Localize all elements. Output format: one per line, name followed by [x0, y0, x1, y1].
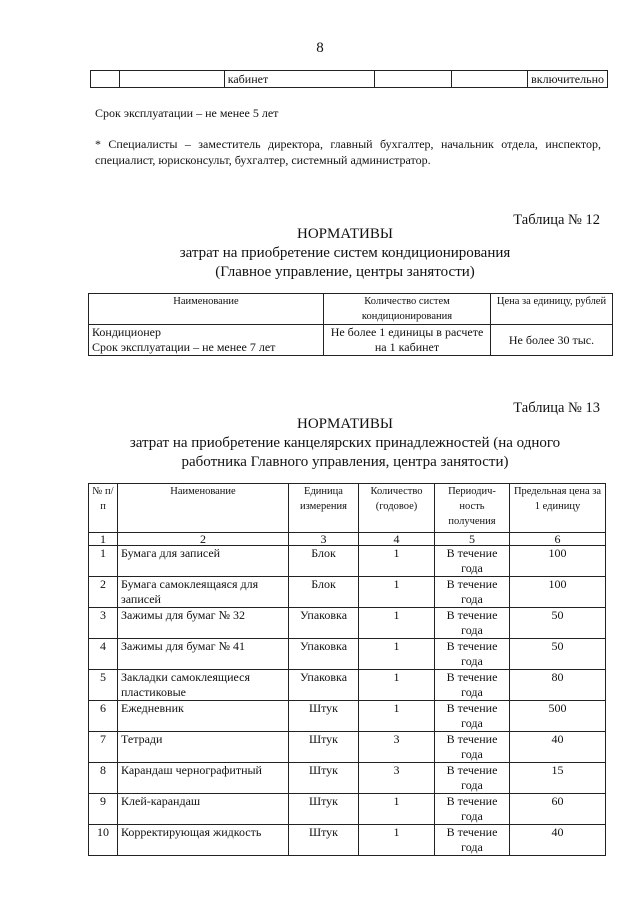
table-cell-name: Бумага для записей [118, 546, 289, 577]
table-cell-price: 500 [510, 701, 606, 732]
table-cell: включительно [528, 71, 608, 88]
table-cell-n: 10 [89, 825, 118, 856]
table-cell-name: Клей-карандаш [118, 794, 289, 825]
table-row [89, 825, 606, 856]
table-cell-unit: Упаковка [289, 670, 359, 701]
table-header-row [89, 484, 606, 533]
column-number-row [89, 533, 606, 546]
table-cell-unit: Штук [289, 825, 359, 856]
column-number: 3 [289, 533, 359, 546]
table-cell-period: В течение года [435, 701, 510, 732]
table-cell-name: Ежедневник [118, 701, 289, 732]
item-name: Кондиционер [92, 325, 161, 339]
table-cell-period: В течение года [435, 732, 510, 763]
table-cell-n: 4 [89, 639, 118, 670]
table-cell-price: 100 [510, 577, 606, 608]
table-cell-qty: 3 [359, 732, 435, 763]
column-header: Единица измерения [289, 484, 359, 533]
specialists-note: * Специалисты – заместитель директора, главный бухгалтер, начальник отдела, инспектор, специалист, юрисконсульт, бухгалтер, системный администратор. [95, 137, 601, 167]
table-cell: Не более 1 единицы в расчете на 1 кабинет [324, 325, 491, 356]
table-cell-period: В течение года [435, 546, 510, 577]
page-number: 8 [316, 40, 324, 56]
column-number: 6 [510, 533, 606, 546]
table-cell-name: Карандаш чернографитный [118, 763, 289, 794]
table-cell-unit: Блок [289, 577, 359, 608]
table-cell-qty: 1 [359, 670, 435, 701]
table-cell: Не более 30 тыс. [491, 325, 613, 356]
table13 [88, 483, 606, 856]
table-cell-price: 50 [510, 639, 606, 670]
table-cell-name: Закладки самоклеящиеся пластиковые [118, 670, 289, 701]
table-cell-unit: Упаковка [289, 639, 359, 670]
table-cell [89, 325, 324, 356]
table13-subheading-1: затрат на приобретение канцелярских принадлежностей (на одного [129, 435, 561, 451]
table-cell-unit: Штук [289, 794, 359, 825]
table-cell-qty: 1 [359, 701, 435, 732]
table-cell-period: В течение года [435, 639, 510, 670]
table-cell-price: 60 [510, 794, 606, 825]
table-cell-name: Корректирующая жидкость [118, 825, 289, 856]
table-cell-price: 100 [510, 546, 606, 577]
table-row [89, 546, 606, 577]
column-header: № п/п [89, 484, 118, 533]
table-row [89, 732, 606, 763]
table12-heading: НОРМАТИВЫ [297, 226, 393, 242]
table-cell [374, 71, 452, 88]
table-row [89, 577, 606, 608]
column-header: Наименование [89, 294, 324, 325]
table-cell-price: 40 [510, 732, 606, 763]
column-header: Наименование [118, 484, 289, 533]
table-cell-price: 15 [510, 763, 606, 794]
table-row [91, 71, 608, 88]
column-header: Количество (годовое) [359, 484, 435, 533]
table13-heading: НОРМАТИВЫ [297, 416, 393, 432]
table12-label: Таблица № 12 [513, 212, 600, 228]
table13-body [89, 546, 606, 856]
table-cell-qty: 1 [359, 825, 435, 856]
table-cell-price: 50 [510, 608, 606, 639]
table-header-row [89, 294, 613, 325]
column-header: Количество систем кондиционирования [324, 294, 491, 325]
column-number: 1 [89, 533, 118, 546]
table-cell-qty: 1 [359, 639, 435, 670]
table-cell-unit: Штук [289, 732, 359, 763]
table-cell-n: 3 [89, 608, 118, 639]
table12-subheading-2: (Главное управление, центры занятости) [215, 264, 475, 280]
column-number: 5 [435, 533, 510, 546]
table-cell-name: Бумага самоклеящаяся для записей [118, 577, 289, 608]
table12 [88, 293, 613, 356]
table-cell-qty: 3 [359, 763, 435, 794]
column-number: 4 [359, 533, 435, 546]
table-cell-unit: Упаковка [289, 608, 359, 639]
table-cell-period: В течение года [435, 825, 510, 856]
table-cell-period: В течение года [435, 608, 510, 639]
table13-subheading-2: работника Главного управления, центра занятости) [181, 454, 509, 470]
table-cell-unit: Блок [289, 546, 359, 577]
column-header: Предельная цена за 1 единицу [510, 484, 606, 533]
table-cell-unit: Штук [289, 763, 359, 794]
table-row [89, 794, 606, 825]
table-row [89, 701, 606, 732]
table-cell-n: 7 [89, 732, 118, 763]
table-cell-name: Зажимы для бумаг № 41 [118, 639, 289, 670]
table13-label: Таблица № 13 [513, 400, 600, 416]
service-life-note: Срок эксплуатации – не менее 5 лет [95, 106, 279, 120]
column-header: Цена за единицу, рублей [491, 294, 613, 325]
table-cell-period: В течение года [435, 794, 510, 825]
table-row [89, 763, 606, 794]
table-cell-price: 40 [510, 825, 606, 856]
table-cell-qty: 1 [359, 794, 435, 825]
item-note: Срок эксплуатации – не менее 7 лет [92, 340, 276, 354]
table-cell-qty: 1 [359, 577, 435, 608]
table-cell-name: Зажимы для бумаг № 32 [118, 608, 289, 639]
table-cell-period: В течение года [435, 763, 510, 794]
table-cell-qty: 1 [359, 608, 435, 639]
table-cell: кабинет [224, 71, 374, 88]
table-cell-price: 80 [510, 670, 606, 701]
table-cell-n: 2 [89, 577, 118, 608]
table-cell-n: 1 [89, 546, 118, 577]
table-cell-qty: 1 [359, 546, 435, 577]
table-row [89, 325, 613, 356]
table-cell [91, 71, 120, 88]
table-cell-n: 9 [89, 794, 118, 825]
table-cell-n: 8 [89, 763, 118, 794]
table-cell-period: В течение года [435, 577, 510, 608]
table-cell-unit: Штук [289, 701, 359, 732]
table12-subheading-1: затрат на приобретение систем кондиционирования [179, 245, 511, 261]
column-header: Периодич-ность получения [435, 484, 510, 533]
table-cell-n: 5 [89, 670, 118, 701]
table-row [89, 608, 606, 639]
table-cell [119, 71, 224, 88]
table-row [89, 670, 606, 701]
table-cell-n: 6 [89, 701, 118, 732]
column-number: 2 [118, 533, 289, 546]
table-row [89, 639, 606, 670]
continued-table [90, 70, 608, 88]
table-cell [452, 71, 528, 88]
table-cell-period: В течение года [435, 670, 510, 701]
table-cell-name: Тетради [118, 732, 289, 763]
